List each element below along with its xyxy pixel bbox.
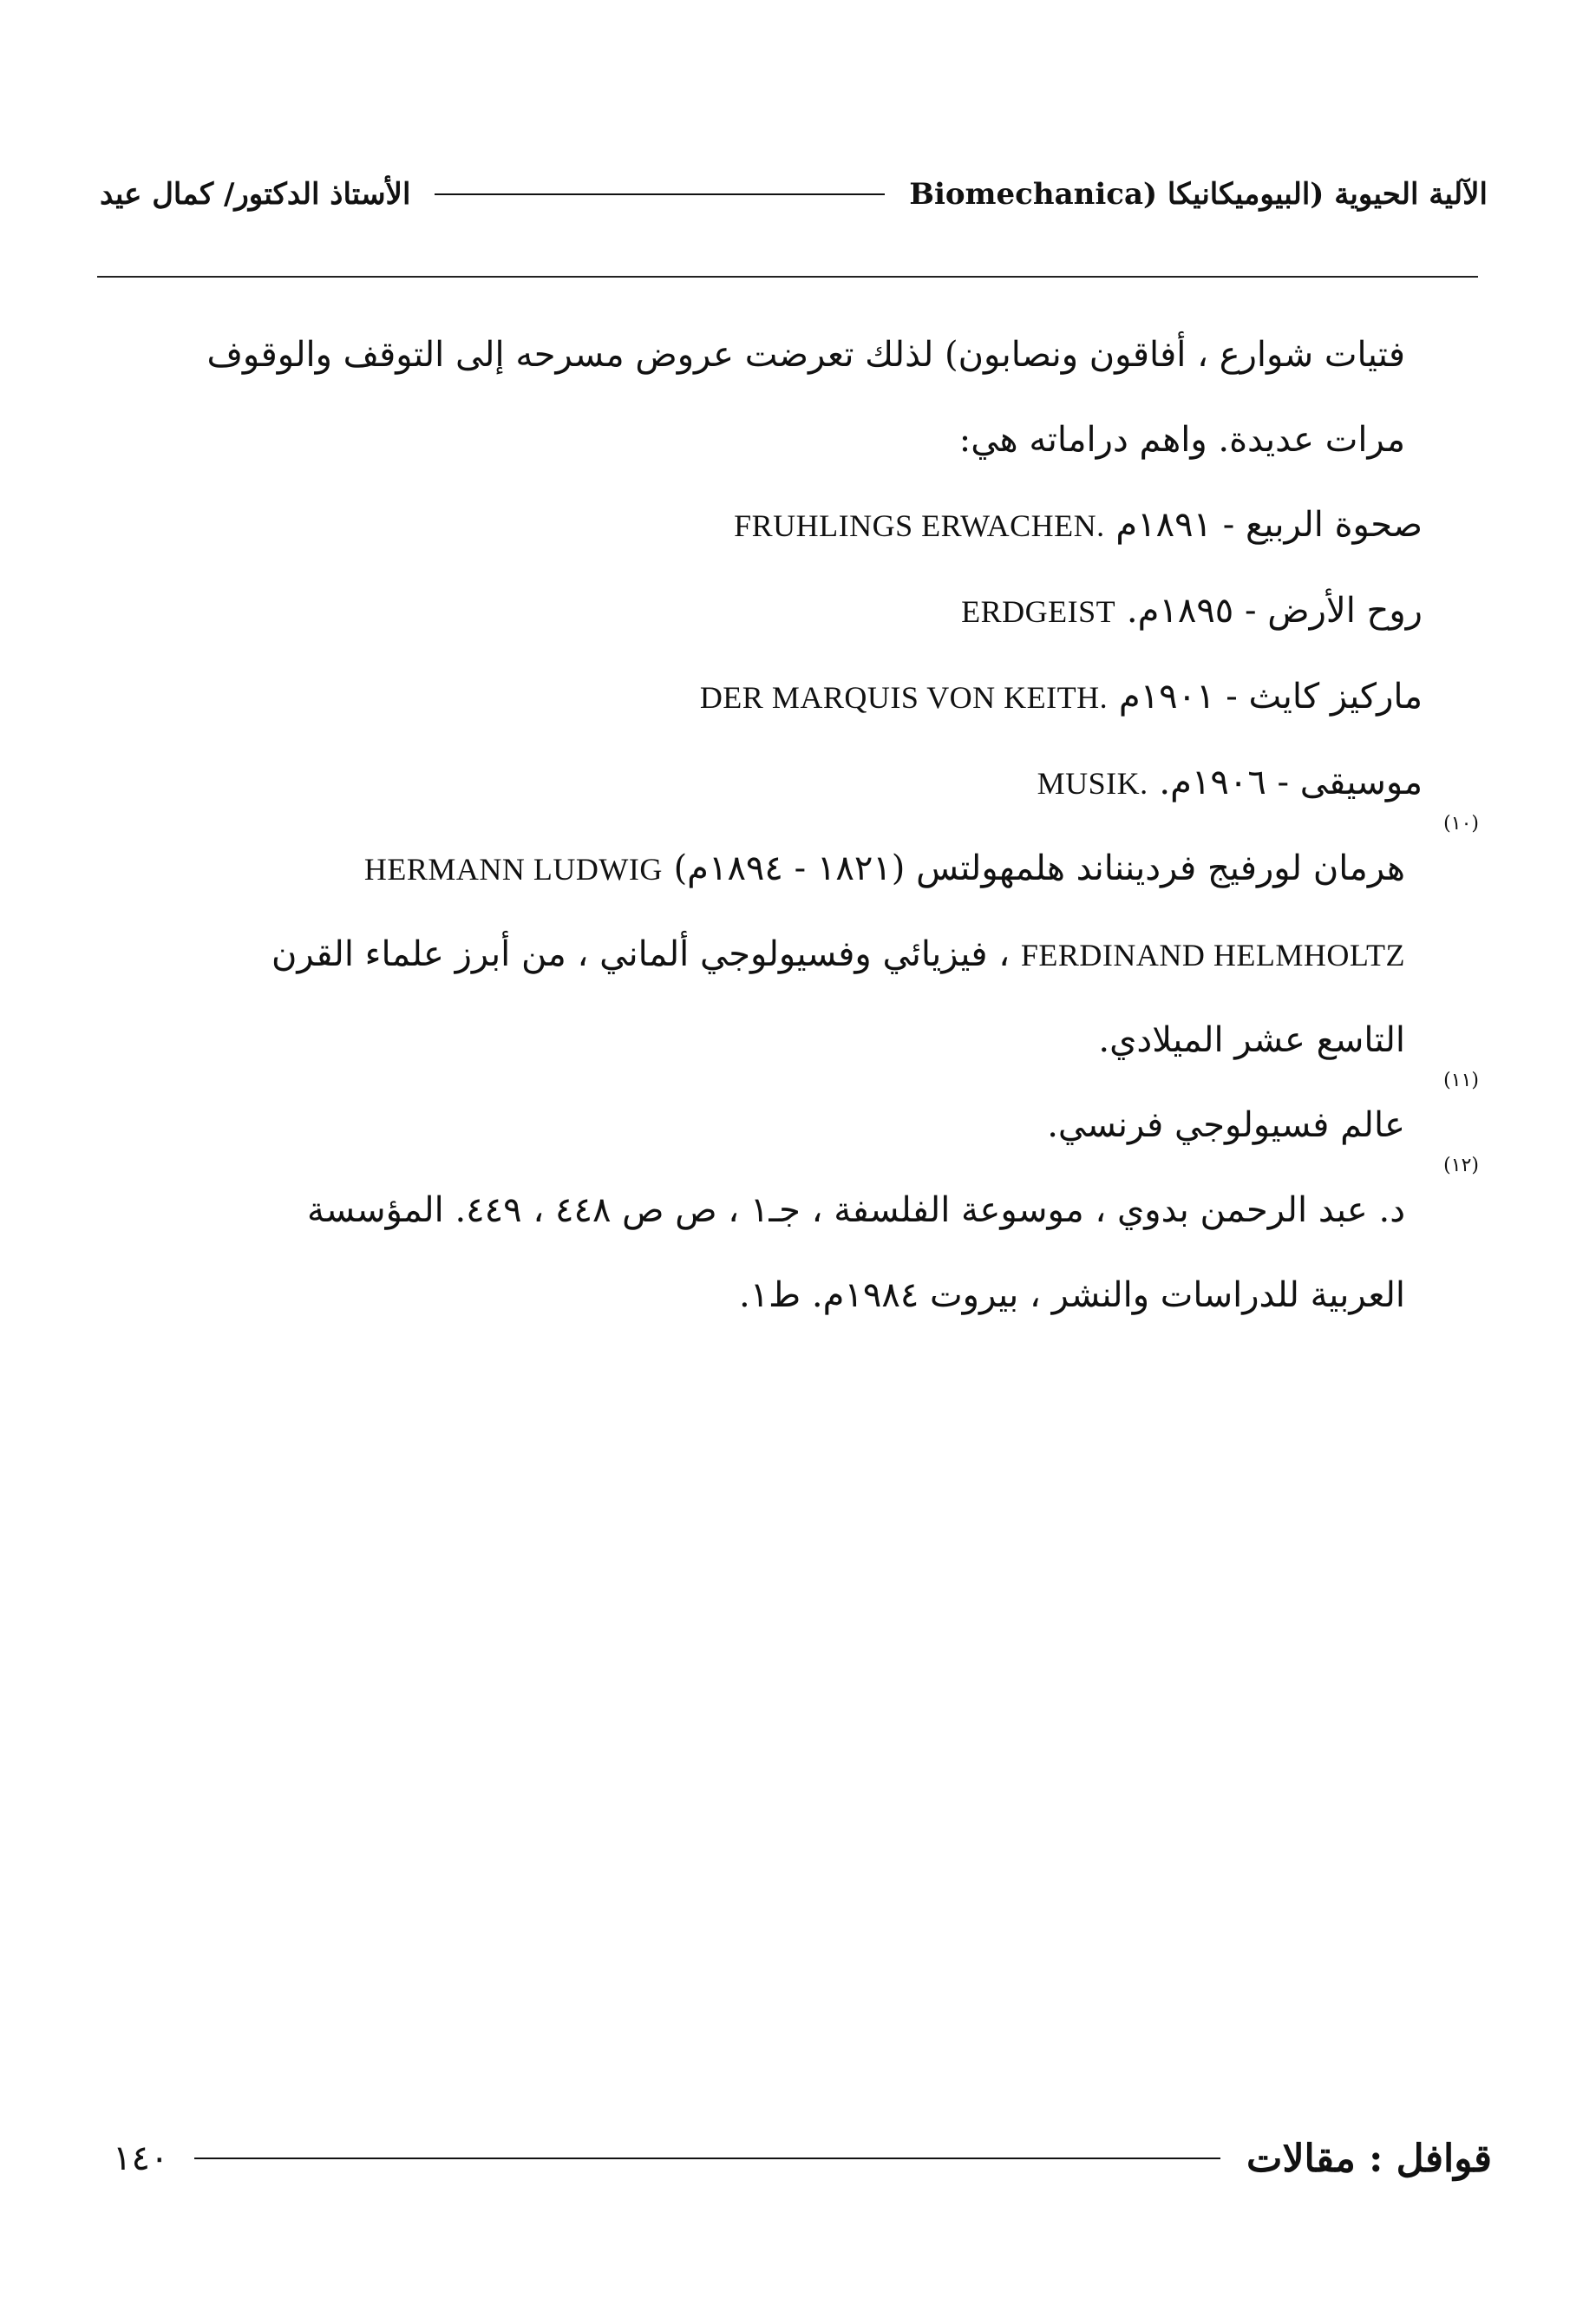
- work-original-title: MUSIK.: [1037, 766, 1148, 801]
- header-title-arabic: الآلية الحيوية (البيوميكانيكا: [1167, 177, 1488, 212]
- footnote-arabic-text: هرمان لورفيج فردينناند هلمهولتس (١٨٢١ - ١٨٩٤م): [673, 848, 1405, 888]
- work-arabic-title: روح الأرض - ١٨٩٥م.: [1126, 591, 1423, 631]
- footnote-10: [165, 813, 1479, 1083]
- journal-name: قوافل : مقالات: [1246, 2136, 1492, 2181]
- footnote-arabic-text: ، فيزيائي وفسيولوجي ألماني ، من أبرز علماء القرن: [271, 934, 1011, 974]
- work-arabic-title: صحوة الربيع - ١٨٩١م: [1115, 505, 1423, 545]
- work-original-title: ERDGEIST: [961, 594, 1116, 629]
- works-list: [165, 482, 1431, 826]
- page-content: [165, 312, 1479, 1338]
- footnotes: [165, 813, 1479, 1338]
- work-arabic-title: موسيقى - ١٩٠٦م.: [1159, 763, 1423, 802]
- work-item: [165, 568, 1431, 654]
- work-item: [165, 482, 1431, 568]
- footnote-line: التاسع عشر الميلادي.: [1098, 1020, 1405, 1060]
- paragraph-line: مرات عديدة. واهم دراماته هي:: [958, 420, 1405, 460]
- work-original-title: DER MARQUIS VON KEITH.: [699, 680, 1109, 715]
- header-author: الأستاذ الدكتور/ كمال عيد: [100, 177, 411, 212]
- footnote-latin-text: FERDINAND HELMHOLTZ: [1020, 938, 1405, 972]
- footnote-marker: (١٢): [1443, 1155, 1479, 1176]
- paragraph-line: فتيات شوارع ، أفاقون ونصابون) لذلك تعرضت عروض مسرحه إلى التوقف والوقوف: [206, 335, 1405, 375]
- footnote-marker: (١٠): [1443, 813, 1479, 835]
- header-rule: [435, 193, 885, 195]
- header-divider: [97, 276, 1478, 278]
- header-title: [909, 177, 1488, 212]
- footnote-12: [165, 1155, 1479, 1338]
- footnote-line: [165, 826, 1405, 912]
- footnote-line: د. عبد الرحمن بدوي ، موسوعة الفلسفة ، جـ١ ، ص ص ٤٤٨ ، ٤٤٩. المؤسسة: [307, 1190, 1405, 1230]
- work-item: [165, 740, 1431, 826]
- work-arabic-title: ماركيز كايث - ١٩٠١م: [1118, 677, 1423, 717]
- page-number: ١٤٠: [113, 2138, 169, 2178]
- footnote-line: العربية للدراسات والنشر ، بيروت ١٩٨٤م. ط١.: [738, 1275, 1405, 1315]
- work-original-title: FRUHLINGS ERWACHEN.: [734, 508, 1105, 543]
- footnote-line: عالم فسيولوجي فرنسي.: [1047, 1105, 1405, 1145]
- work-item: [165, 654, 1431, 740]
- footnote-marker: (١١): [1443, 1070, 1479, 1091]
- footer-rule: [194, 2158, 1220, 2159]
- footnote-latin-text: HERMANN LUDWIG: [363, 852, 663, 887]
- body-paragraph: [165, 312, 1431, 482]
- running-header: [100, 170, 1488, 219]
- header-title-latin: Biomechanica): [909, 177, 1158, 212]
- footnote-line: [165, 912, 1405, 998]
- page-footer: [113, 2132, 1492, 2184]
